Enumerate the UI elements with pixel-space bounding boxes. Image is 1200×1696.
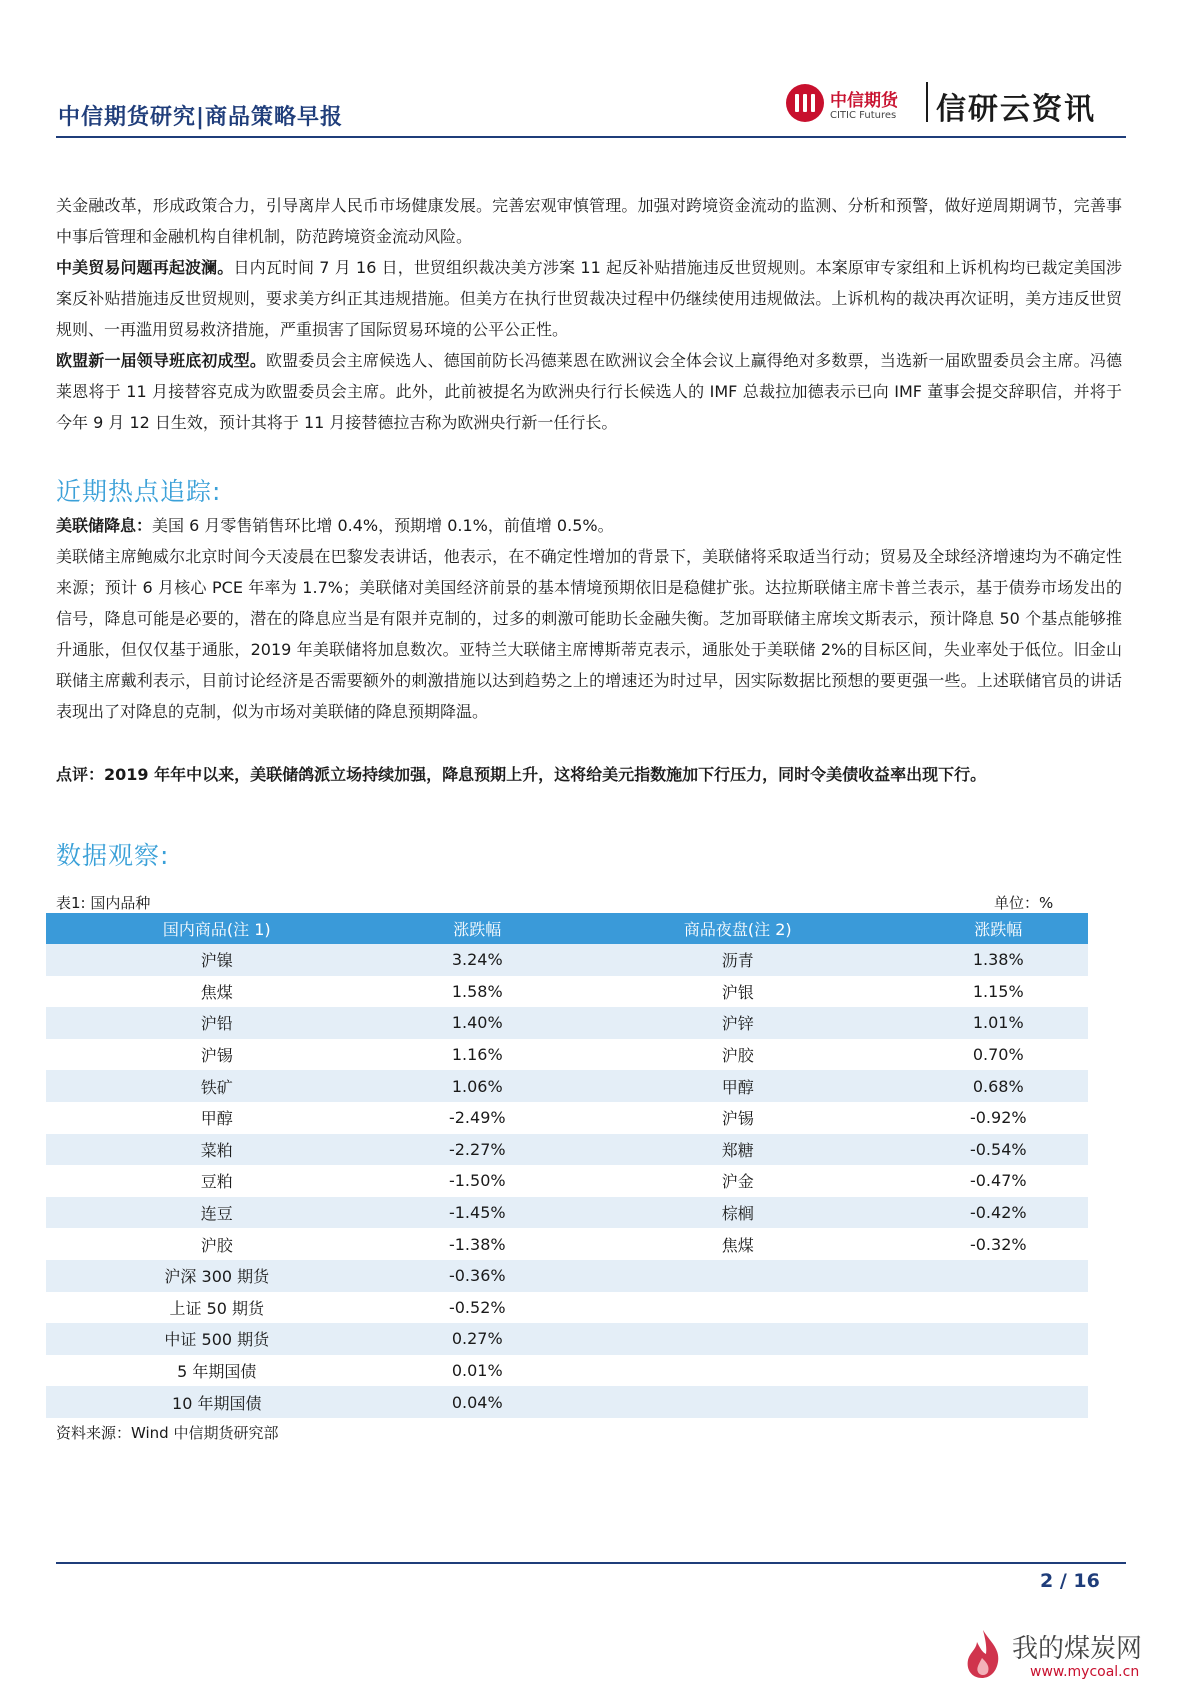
col-domestic-change: 涨跌幅 <box>388 913 567 944</box>
page-number: 2 / 16 <box>1040 1570 1100 1592</box>
citic-logo-icon <box>786 84 824 122</box>
col-night-commodity: 商品夜盘(注 2) <box>567 913 909 944</box>
logo-divider <box>926 82 928 122</box>
logo-company-name: 中信期货 <box>830 91 898 111</box>
paragraph-comment: 点评：2019 年年中以来，美联储鸽派立场持续加强，降息预期上升，这将给美元指数施加下行压力，同时令美债收益率出现下行。 <box>56 765 987 784</box>
table-row: 沪深 300 期货 -0.36% <box>46 1260 1088 1292</box>
data-heading: 数据观察: <box>56 841 170 870</box>
footer-divider <box>56 1562 1126 1564</box>
table-row: 豆粕 -1.50% 沪金 -0.47% <box>46 1165 1088 1197</box>
site-watermark <box>960 1624 1180 1690</box>
table-caption: 表1: 国内品种 <box>56 894 151 912</box>
table-row: 5 年期国债 0.01% <box>46 1355 1088 1387</box>
table-row: 沪锡 1.16% 沪胶 0.70% <box>46 1039 1088 1071</box>
header-divider <box>56 136 1126 138</box>
col-night-change: 涨跌幅 <box>909 913 1088 944</box>
table-row: 中证 500 期货 0.27% <box>46 1323 1088 1355</box>
paragraph-fed-lead: 美联储降息：美国 6 月零售销售环比增 0.4%，预期增 0.1%，前值增 0.5%。 <box>56 516 614 535</box>
brand-name: 信研云资讯 <box>936 92 1096 127</box>
paragraph-trade-dispute: 中美贸易问题再起波澜。日内瓦时间 7 月 16 日，世贸组织裁决美方涉案 11 起反补贴措施违反世贸规则。本案原审专家组和上诉机构均已裁定美国涉案反补贴措施违反世贸规则，要求美方纠正其违规措施。但美方在执行世贸裁决过程中仍继续使用违规做法。上诉机构的裁决再次证明，美方违反世贸规则、一再滥用贸易救济措施，严重损害了国际贸易环境的公平公正性。 <box>56 258 1122 339</box>
table-row: 焦煤 1.58% 沪银 1.15% <box>46 976 1088 1008</box>
trade-dispute-title: 中美贸易问题再起波澜。 <box>56 258 234 277</box>
table-row: 沪胶 -1.38% 焦煤 -0.32% <box>46 1228 1088 1260</box>
domestic-commodities-table <box>46 913 1088 1418</box>
report-title: 中信期货研究|商品策略早报 <box>58 105 344 130</box>
col-domestic-commodity: 国内商品(注 1) <box>46 913 388 944</box>
table-row: 沪镍 3.24% 沥青 1.38% <box>46 944 1088 976</box>
paragraph-finance-reform: 关金融改革，形成政策合力，引导离岸人民币市场健康发展。完善宏观审慎管理。加强对跨境资金流动的监测、分析和预警，做好逆周期调节，完善事中事后管理和金融机构自律机制，防范跨境资金流动风险。 <box>56 196 1122 246</box>
paragraph-eu-leadership: 欧盟新一届领导班底初成型。欧盟委员会主席候选人、德国前防长冯德莱恩在欧洲议会全体会议上赢得绝对多数票，当选新一届欧盟委员会主席。冯德莱恩将于 11 月接替容克成为欧盟委员会主席。此外，此前被提名为欧洲央行行长候选人的 IMF 总裁拉加德表示已向 IMF 董事会提交辞职信，并将于今年 9 月 12 日生效，预计其将于 11 月接替德拉吉称为欧洲央行新一任行长。 <box>56 351 1122 432</box>
logo-company-english: CITIC Futures <box>830 110 897 121</box>
watermark-url: www.mycoal.cn <box>1030 1664 1140 1680</box>
hotspot-heading: 近期热点追踪: <box>56 477 222 506</box>
eu-leadership-title: 欧盟新一届领导班底初成型。 <box>56 351 266 370</box>
table-row: 沪铅 1.40% 沪锌 1.01% <box>46 1007 1088 1039</box>
watermark-site-name: 我的煤炭网 <box>1012 1634 1143 1664</box>
paragraph-fed-body: 美联储主席鲍威尔北京时间今天凌晨在巴黎发表讲话，他表示，在不确定性增加的背景下，美联储将采取适当行动；贸易及全球经济增速均为不确定性来源；预计 6 月核心 PCE 年率为 1.7%；美联储对美国经济前景的基本情境预期依旧是稳健扩张。达拉斯联储主席卡普兰表示，基于债券市场发出的信号，降息可能是必要的，潜在的降息应当是有限并克制的，过多的刺激可能助长金融失衡。芝加哥联储主席埃文斯表示，预计降息 50 个基点能够推升通胀，但仅仅基于通胀，2019 年美联储将加息数次。亚特兰大联储主席博斯蒂克表示，通胀处于美联储 2%的目标区间，失业率处于低位。旧金山联储主席戴利表示，目前讨论经济是否需要额外的刺激措施以达到趋势之上的增速还为时过早，因实际数据比预想的要更强一些。上述联储官员的讲话表现出了对降息的克制，似为市场对美联储的降息预期降温。 <box>56 547 1122 721</box>
table-row: 10 年期国债 0.04% <box>46 1386 1088 1418</box>
table-row: 上证 50 期货 -0.52% <box>46 1292 1088 1324</box>
table-row: 铁矿 1.06% 甲醇 0.68% <box>46 1070 1088 1102</box>
table-row: 甲醇 -2.49% 沪锡 -0.92% <box>46 1102 1088 1134</box>
fed-title: 美联储降息： <box>56 516 153 535</box>
flame-logo-icon <box>960 1628 1006 1680</box>
table-unit: 单位：% <box>994 894 1054 912</box>
table-row: 菜粕 -2.27% 郑糖 -0.54% <box>46 1134 1088 1166</box>
data-source-note: 资料来源：Wind 中信期货研究部 <box>56 1424 279 1442</box>
table-header-row <box>46 913 1088 944</box>
page-header <box>56 72 1126 138</box>
table-row: 连豆 -1.45% 棕榈 -0.42% <box>46 1197 1088 1229</box>
